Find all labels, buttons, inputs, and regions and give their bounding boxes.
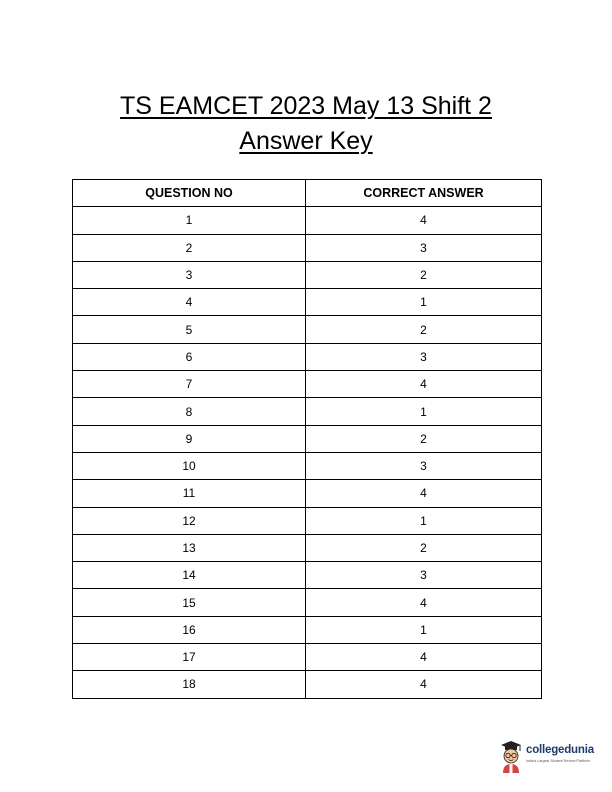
table-row [73,261,542,288]
correct-answer-cell: 4 [306,644,542,671]
answer-key-table [72,179,542,699]
question-no-cell: 5 [73,316,306,343]
question-no-cell: 14 [73,562,306,589]
table-row [73,616,542,643]
table-row [73,398,542,425]
table-row [73,480,542,507]
correct-answer-cell: 2 [306,534,542,561]
table-row [73,343,542,370]
title-line-2: Answer Key [239,127,373,155]
logo-tagline: India's Largest Student Review Platform [526,759,590,763]
table-row [73,507,542,534]
correct-answer-cell: 2 [306,316,542,343]
table-row [73,562,542,589]
question-no-cell: 11 [73,480,306,507]
page-subtitle [0,126,612,156]
correct-answer-cell: 4 [306,371,542,398]
collegedunia-logo [498,740,608,776]
correct-answer-cell: 2 [306,261,542,288]
correct-answer-cell: 4 [306,480,542,507]
question-no-cell: 7 [73,371,306,398]
logo-brand-name: collegedunia [526,744,594,756]
table-header-row [73,180,542,207]
question-no-cell: 1 [73,207,306,234]
correct-answer-cell: 4 [306,207,542,234]
question-no-cell: 3 [73,261,306,288]
table-row [73,671,542,698]
question-no-cell: 16 [73,616,306,643]
correct-answer-cell: 3 [306,343,542,370]
question-no-cell: 12 [73,507,306,534]
table-body [73,207,542,698]
question-no-cell: 17 [73,644,306,671]
table-row [73,425,542,452]
correct-answer-cell: 4 [306,589,542,616]
table-row [73,234,542,261]
mascot-icon [498,740,524,774]
correct-answer-cell: 2 [306,425,542,452]
correct-answer-cell: 3 [306,562,542,589]
correct-answer-cell: 1 [306,398,542,425]
correct-answer-cell: 1 [306,289,542,316]
table-row [73,207,542,234]
table-row [73,316,542,343]
question-no-cell: 4 [73,289,306,316]
title-line-1: TS EAMCET 2023 May 13 Shift 2 [120,92,492,120]
question-no-cell: 15 [73,589,306,616]
question-no-cell: 6 [73,343,306,370]
page-title [0,91,612,121]
column-header-correct-answer: CORRECT ANSWER [306,180,542,207]
question-no-cell: 8 [73,398,306,425]
table-row [73,452,542,479]
question-no-cell: 18 [73,671,306,698]
question-no-cell: 9 [73,425,306,452]
correct-answer-cell: 4 [306,671,542,698]
correct-answer-cell: 1 [306,507,542,534]
correct-answer-cell: 1 [306,616,542,643]
table-row [73,589,542,616]
question-no-cell: 2 [73,234,306,261]
correct-answer-cell: 3 [306,234,542,261]
table-row [73,644,542,671]
table-row [73,289,542,316]
question-no-cell: 10 [73,452,306,479]
correct-answer-cell: 3 [306,452,542,479]
table-row [73,534,542,561]
question-no-cell: 13 [73,534,306,561]
column-header-question-no: QUESTION NO [73,180,306,207]
table-row [73,371,542,398]
